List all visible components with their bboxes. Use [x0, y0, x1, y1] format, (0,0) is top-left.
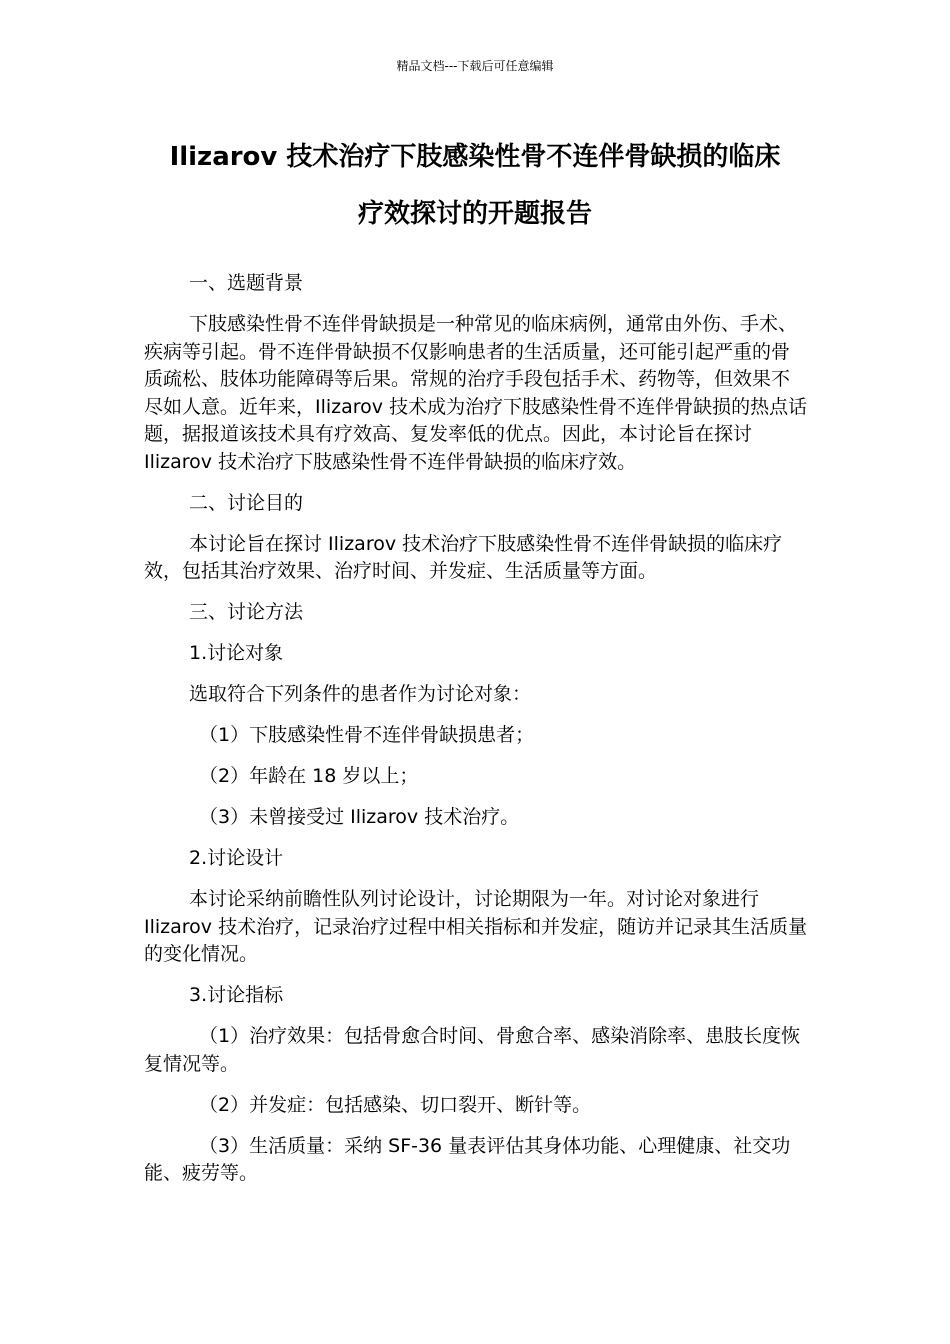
paragraph-background: 下肢感染性骨不连伴骨缺损是一种常见的临床病例，通常由外伤、手术、疾病等引起。骨不连伴骨缺损不仅影响患者的生活质量，还可能引起严重的骨质疏松、肢体功能障碍等后果。常规的治疗手段包括手术、药物等，但效果不尽如人意。近年来，Ilizarov 技术成为治疗下肢感染性骨不连伴骨缺损的热点话题，据报道该技术具有疗效高、复发率低的优点。因此，本讨论旨在探讨 Ilizarov 技术治疗下肢感染性骨不连伴骨缺损的临床疗效。 [144, 313, 808, 473]
list-item: （1）治疗效果：包括骨愈合时间、骨愈合率、感染消除率、患肢长度恢复情况等。 [144, 1025, 801, 1075]
paragraph-purpose: 本讨论旨在探讨 Ilizarov 技术治疗下肢感染性骨不连伴骨缺损的临床疗效，包括其治疗效果、治疗时间、并发症、生活质量等方面。 [144, 532, 783, 582]
list-item: （2）并发症：包括感染、切口裂开、断针等。 [199, 1093, 592, 1116]
list-item: （2）年龄在 18 岁以上； [199, 765, 419, 787]
section-heading-background: 一、选题背景 [189, 272, 304, 294]
subheading-design: 2.讨论设计 [189, 847, 284, 869]
subheading-indicators: 3.讨论指标 [189, 984, 284, 1006]
list-item: （3）生活质量：采纳 SF-36 量表评估其身体功能、心理健康、社交功能、疲劳等。 [144, 1134, 791, 1184]
document-title-line-1: Ilizarov 技术治疗下肢感染性骨不连伴骨缺损的临床 [169, 142, 781, 172]
document-title-line-2: 疗效探讨的开题报告 [357, 199, 592, 229]
header-note: 精品文档---下载后可任意编辑 [396, 59, 554, 73]
paragraph-design: 本讨论采纳前瞻性队列讨论设计，讨论期限为一年。对讨论对象进行 Ilizarov 技术治疗，记录治疗过程中相关指标和并发症，随访并记录其生活质量的变化情况。 [144, 888, 808, 965]
list-item: （3）未曾接受过 Ilizarov 技术治疗。 [199, 806, 520, 828]
document-body [144, 270, 808, 1201]
section-heading-methods: 三、讨论方法 [189, 601, 304, 623]
section-heading-purpose: 二、讨论目的 [189, 491, 304, 514]
list-item: （1）下肢感染性骨不连伴骨缺损患者； [199, 724, 535, 746]
subheading-subjects: 1.讨论对象 [189, 642, 284, 664]
paragraph-subjects-intro: 选取符合下列条件的患者作为讨论对象： [189, 683, 532, 705]
